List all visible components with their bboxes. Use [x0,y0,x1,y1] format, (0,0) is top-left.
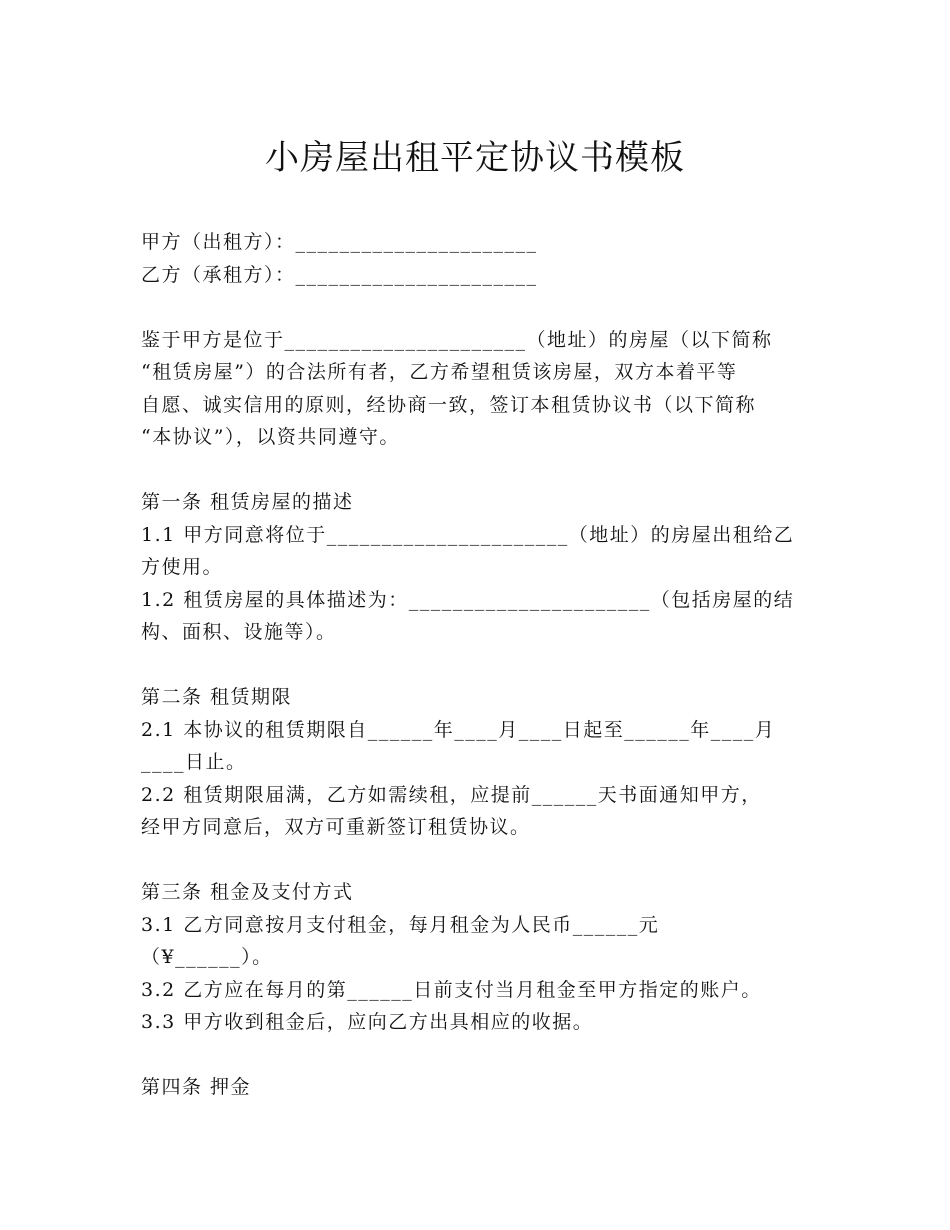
article-1-heading: 第一条 租赁房屋的描述 [141,491,354,513]
clause-1-1-line-2: 方使用。 [141,556,224,578]
preamble-line-3: 自愿、诚实信用的原则，经协商一致，签订本租赁协议书（以下简称 [141,393,757,416]
document-title: 小房屋出租平定协议书模板 [265,138,685,178]
clause-1-2-line-2: 构、面积、设施等）。 [141,621,337,643]
party-a-line: 甲方（出租方）：______________________ [141,231,538,253]
clause-3-3: 3.3 甲方收到租金后，应向乙方出具相应的收据。 [141,1011,594,1033]
blank-line [141,1039,821,1072]
clause-2-2-line-2: 经甲方同意后，双方可重新签订租赁协议。 [141,816,531,838]
clause-1-1-line-1: 1.1 甲方同意将位于______________________（地址）的房屋出租给乙 [141,523,795,546]
blank-line [141,844,821,877]
blank-line [141,649,821,682]
article-4-heading: 第四条 押金 [141,1076,252,1098]
preamble-line-4: “本协议”），以资共同遵守。 [141,426,400,448]
clause-3-1-line-2: （¥______）。 [141,946,273,968]
article-2-heading: 第二条 租赁期限 [141,686,293,708]
clause-3-1-line-1: 3.1 乙方同意按月支付租金，每月租金为人民币______元 [141,913,660,936]
clause-3-2: 3.2 乙方应在每月的第______日前支付当月租金至甲方指定的账户。 [141,978,762,1001]
clause-2-2-line-1: 2.2 租赁期限届满，乙方如需续租，应提前______天书面通知甲方， [141,783,762,806]
document-body [141,226,821,1104]
blank-line [141,291,821,324]
clause-2-1-line-2: ____日止。 [141,751,247,773]
preamble-line-1: 鉴于甲方是位于______________________（地址）的房屋（以下简称 [141,328,773,351]
article-3-heading: 第三条 租金及支付方式 [141,881,354,903]
blank-line [141,454,821,487]
clause-1-2-line-1: 1.2 租赁房屋的具体描述为：______________________（包括房屋的结 [141,588,795,611]
party-b-line: 乙方（承租方）：______________________ [141,263,538,286]
preamble-line-2: “租赁房屋”）的合法所有者，乙方希望租赁该房屋，双方本着平等 [141,361,738,383]
clause-2-1-line-1: 2.1 本协议的租赁期限自______年____月____日起至______年____月 [141,718,776,741]
